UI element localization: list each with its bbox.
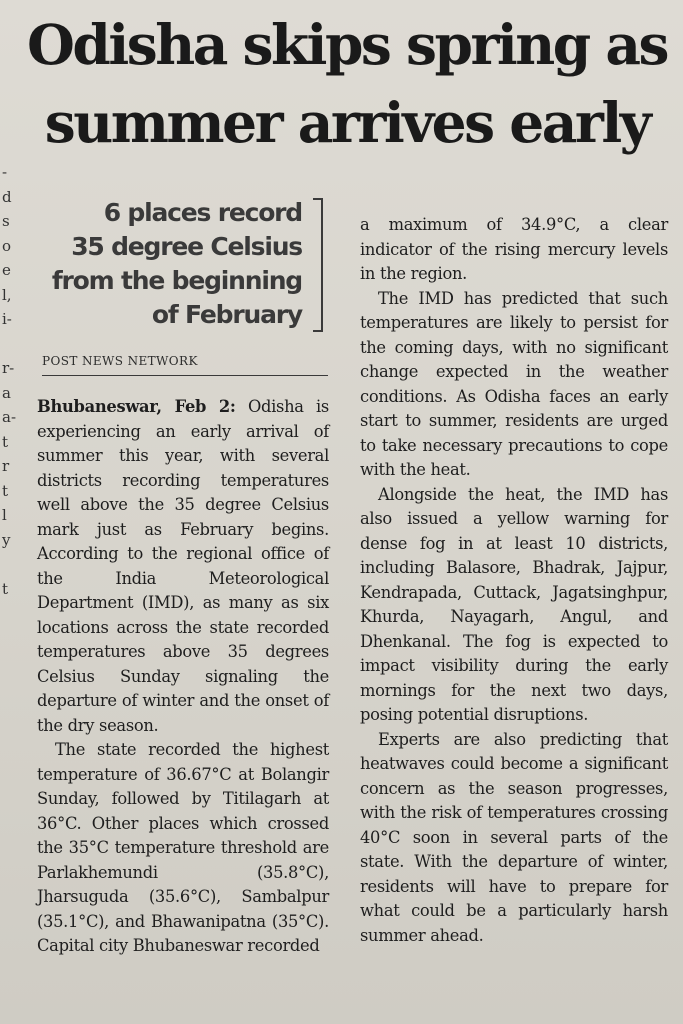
dateline: Bhubaneswar, Feb 2: <box>37 397 236 416</box>
paragraph-2: The state recorded the highest temperature of 36.67°C at Bolangir Sunday, followed by Titilagarh at 36°C. Other places which crossed the 35°C temperature threshold are Parlakhemundi (35.8°C), Jharsuguda (35.6°C), Sambalpur (35.1°C), and Bhawanipatna (35°C). Capital city Bhubaneswar recorded <box>37 740 329 955</box>
edge-char: t <box>2 579 9 598</box>
adjacent-column-fragment <box>2 160 17 598</box>
deck-line-2: 35 degree Celsius <box>71 232 302 261</box>
edge-char: - <box>2 163 8 181</box>
edge-char: a- <box>2 408 17 426</box>
article-column-2 <box>360 213 668 948</box>
edge-char: d <box>2 187 12 206</box>
article-column-1 <box>37 395 329 959</box>
paragraph-1 <box>37 395 329 738</box>
edge-char: y <box>2 530 11 549</box>
paragraph-5: Experts are also predicting that heatwaves could become a significant concern as the season progresses, with the risk of temperatures crossing 40°C soon in several parts of the state. With the departure of winter, residents will have to prepare for what could be a particularly harsh summer ahead. <box>360 729 668 945</box>
byline: POST NEWS NETWORK <box>42 354 328 376</box>
headline-line-2: summer arrives early <box>44 90 650 155</box>
edge-char <box>2 332 16 357</box>
paragraph-3: The IMD has predicted that such temperatures are likely to persist for the coming days, with no significant change expected in the weather conditions. As Odisha faces an early start to summer, residents are urged to take necessary precautions to cope with the heat. <box>360 288 668 479</box>
deck-line-4: of February <box>151 300 302 329</box>
edge-char: e <box>2 261 11 279</box>
deck-bracket <box>313 198 323 332</box>
headline <box>22 6 672 162</box>
edge-char: l, <box>2 285 12 304</box>
edge-char: t <box>2 481 9 500</box>
deck-line-3: from the beginning <box>51 266 302 295</box>
paragraph-4: Alongside the heat, the IMD has also issued a yellow warning for dense fog in at least 10 districts, including Balasore, Bhadrak, Jajpur, Kendrapada, Cuttack, Jagatsinghpur, Khurda, Nayagarh, Angul, and Dhenkanal. The fog is expected to impact visibility during the early mornings for the next two days, posing potential disruptions. <box>360 484 668 724</box>
paragraph-continued: a maximum of 34.9°C, a clear indicator of the rising mercury levels in the region. <box>360 215 668 283</box>
edge-char: a <box>2 383 11 402</box>
subheadline-deck <box>40 196 302 332</box>
headline-line-1: Odisha skips spring as <box>26 12 668 77</box>
edge-char: r <box>2 457 10 475</box>
edge-char: t <box>2 432 9 451</box>
paragraph-1-text: Odisha is experiencing an early arrival of summer this year, with several districts recording temperatures well above the 35 degree Celsius mark just as February begins. According to the regional office of the India Meteorological Department (IMD), as many as six locations across the state recorded temperatures above 35 degrees Celsius Sunday signaling the departure of winter and the onset of the dry season. <box>37 397 329 735</box>
deck-line-1: 6 places record <box>103 198 302 227</box>
edge-char <box>2 552 16 577</box>
edge-char: l <box>2 506 7 524</box>
edge-char: s <box>2 212 10 230</box>
edge-char: o <box>2 236 12 255</box>
edge-char: r- <box>2 359 15 377</box>
edge-char: i- <box>2 310 12 328</box>
